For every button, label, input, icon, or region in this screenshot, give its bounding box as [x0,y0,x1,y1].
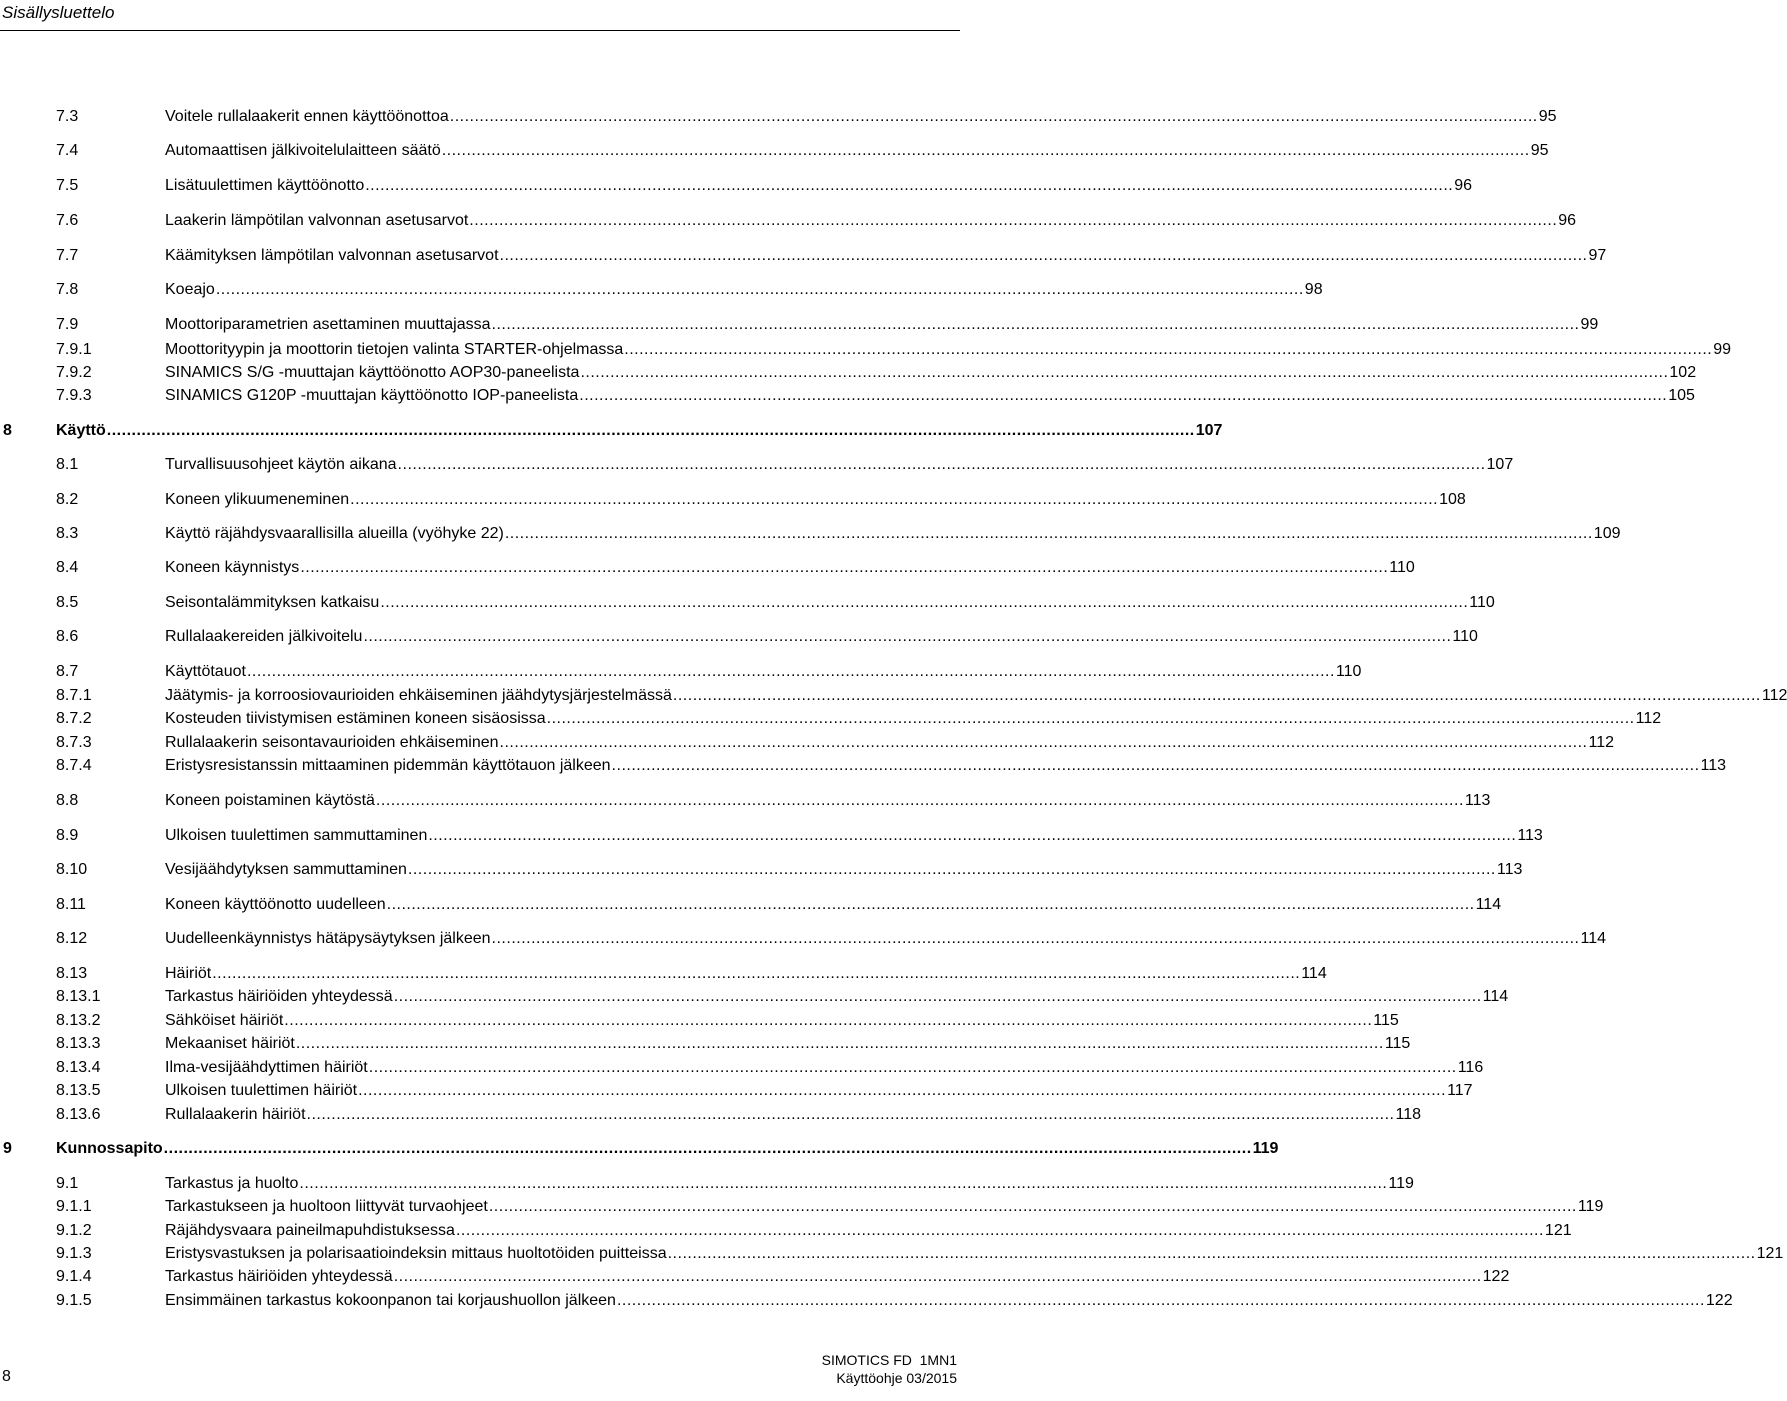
toc-entry[interactable] [0,1010,1399,1032]
toc-entry-page: 96 [1454,177,1472,194]
toc-entry-page: 113 [1700,757,1727,774]
toc-entry-page: 112 [1635,710,1662,727]
toc-dot-leader: ............................................................................................................................................................................................................................ [611,757,1700,774]
toc-entry-number: 7.5 [56,177,79,194]
toc-entry-page: 119 [1577,1198,1604,1215]
toc-entry-title: SINAMICS G120P -muuttajan käyttöönotto IOP-paneelista [165,387,579,404]
toc-entry-page: 115 [1373,1012,1399,1029]
toc-dot-leader: ............................................................................................................................................................................................................................ [546,710,1635,727]
toc-dot-leader: ............................................................................................................................................................................................................................ [393,988,1482,1005]
toc-entry-number: 8.10 [56,861,88,878]
toc-entry[interactable] [0,1290,1733,1312]
toc-entry-title: Koneen käyttöönotto uudelleen [165,896,386,913]
toc-entry-page: 102 [1669,364,1697,381]
toc-entry-number: 7.6 [56,212,79,229]
toc-entry-title: Tarkastus häiriöiden yhteydessä [165,1268,393,1285]
toc-dot-leader: ............................................................................................................................................................................................................................ [393,1268,1482,1285]
toc-dot-leader: ............................................................................................................................................................................................................................ [672,687,1761,704]
toc-entry[interactable] [0,708,1662,730]
toc-entry-page: 110 [1335,663,1362,680]
toc-entry-number: 7.4 [56,142,79,159]
toc-entry-page: 109 [1593,525,1621,542]
toc-entry-number: 8.3 [56,525,79,542]
toc-entry-number: 8.13.5 [56,1082,101,1099]
toc-chapter-entry[interactable] [0,420,1223,442]
toc-entry-page: 105 [1668,387,1695,404]
footer-product: SIMOTICS FD 1MN1 [821,1352,957,1368]
toc-entry-title: Tarkastus häiriöiden yhteydessä [165,988,393,1005]
footer-document-info [822,1351,957,1387]
toc-entry-page: 122 [1705,1292,1733,1309]
toc-entry-number: 8.13 [56,965,88,982]
toc-entry-number: 7.3 [56,108,79,125]
toc-dot-leader: ............................................................................................................................................................................................................................ [212,965,1301,982]
toc-entry-title: Ensimmäinen tarkastus kokoonpanon tai korjaushuollon jälkeen [165,1292,616,1309]
toc-entry-number: 9.1.4 [56,1268,92,1285]
toc-entry-page: 96 [1558,212,1577,229]
toc-entry-number: 7.8 [56,281,79,298]
toc-entry[interactable] [0,279,1323,301]
toc-entry-title: Seisontalämmityksen katkaisu [165,594,380,611]
toc-entry-number: 8.4 [56,559,79,576]
toc-entry-number: 7.9.3 [56,387,92,404]
page-header-title: Sisällysluettelo [2,3,115,22]
toc-dot-leader: ............................................................................................................................................................................................................................ [306,1106,1395,1123]
toc-entry-title: Koneen käynnistys [165,559,300,576]
toc-entry-title: Automaattisen jälkivoitelulaitteen säätö [165,142,441,159]
toc-entry-title: Käämityksen lämpötilan valvonnan asetusarvot [165,247,499,264]
toc-entry[interactable] [0,175,1472,197]
toc-entry-title: Koneen poistaminen käytöstä [165,792,375,809]
toc-entry[interactable] [0,928,1607,950]
toc-entry-page: 110 [1452,628,1478,645]
toc-entry-number: 8.7.2 [56,710,92,727]
toc-dot-leader: ............................................................................................................................................................................................................................ [246,663,1335,680]
toc-entry-number: 7.9.2 [56,364,92,381]
toc-entry-number: 8.7.1 [56,687,92,704]
toc-entry[interactable] [0,1033,1411,1055]
toc-dot-leader: ............................................................................................................................................................................................................................ [380,594,1469,611]
toc-entry-title: Ilma-vesijäähdyttimen häiriöt [165,1059,368,1076]
toc-entry-number: 8.7.4 [56,757,92,774]
toc-dot-leader: ............................................................................................................................................................................................................................ [163,1140,1252,1157]
toc-entry-number: 7.9.1 [56,341,92,358]
toc-entry-page: 99 [1580,316,1599,333]
toc-entry-title: Rullalaakerin häiriöt [165,1106,306,1123]
toc-entry[interactable] [0,210,1577,232]
toc-entry-number: 8.13.6 [56,1106,101,1123]
toc-entry-number: 8.7.3 [56,734,92,751]
toc-entry-title: Moottorityypin ja moottorin tietojen valinta STARTER-ohjelmassa [165,341,624,358]
toc-entry-title: Käyttö räjähdysvaarallisilla alueilla (vyöhyke 22) [165,525,504,542]
toc-entry[interactable] [0,1196,1604,1218]
toc-entry-number: 8.13.4 [56,1059,101,1076]
toc-dot-leader: ............................................................................................................................................................................................................................ [295,1035,1384,1052]
toc-entry-number: 8.13.2 [56,1012,101,1029]
toc-dot-leader: ............................................................................................................................................................................................................................ [488,1198,1577,1215]
toc-entry-page: 95 [1538,108,1557,125]
toc-entry-title: Kosteuden tiivistymisen estäminen koneen sisäosissa [165,710,546,727]
toc-entry-page: 95 [1530,142,1549,159]
toc-entry-page: 110 [1389,559,1415,576]
header-divider [0,30,960,31]
toc-entry-title: Häiriöt [165,965,212,982]
toc-dot-leader: ............................................................................................................................................................................................................................ [579,387,1668,404]
toc-dot-leader: ............................................................................................................................................................................................................................ [441,142,1530,159]
toc-entry[interactable] [0,859,1523,881]
toc-entry-number: 9.1 [56,1175,79,1192]
toc-entry-page: 119 [1388,1175,1414,1192]
toc-entry-page: 97 [1588,247,1607,264]
toc-entry-title: Turvallisuusohjeet käytön aikana [165,456,397,473]
toc-entry-number: 8.13.3 [56,1035,101,1052]
toc-entry-page: 117 [1447,1082,1473,1099]
toc-entry[interactable] [0,986,1509,1008]
toc-entry-page: 108 [1439,491,1466,508]
toc-entry-page: 107 [1195,422,1223,439]
toc-dot-leader: ............................................................................................................................................................................................................................ [365,177,1454,194]
toc-dot-leader: ............................................................................................................................................................................................................................ [397,456,1486,473]
toc-entry-title: Kunnossapito [56,1140,163,1157]
toc-entry[interactable] [0,626,1478,648]
toc-entry[interactable] [0,661,1362,683]
footer-page-number: 8 [2,1368,11,1385]
toc-entry[interactable] [0,1220,1572,1242]
toc-dot-leader: ............................................................................................................................................................................................................................ [407,861,1496,878]
toc-entry[interactable] [0,339,1732,361]
toc-entry-title: Koneen ylikuumeneminen [165,491,350,508]
toc-entry-page: 114 [1475,896,1502,913]
toc-dot-leader: ............................................................................................................................................................................................................................ [624,341,1713,358]
toc-dot-leader: ............................................................................................................................................................................................................................ [469,212,1558,229]
toc-entry-title: Eristysvastuksen ja polarisaatioindeksin mittaus huoltotöiden puitteissa [165,1245,667,1262]
footer-manual: Käyttöohje 03/2015 [836,1370,957,1386]
toc-dot-leader: ............................................................................................................................................................................................................................ [428,827,1517,844]
toc-entry[interactable] [0,1080,1473,1102]
toc-entry-number: 8.9 [56,827,79,844]
toc-entry-title: Jäätymis- ja korroosiovaurioiden ehkäiseminen jäähdytysjärjestelmässä [165,687,672,704]
toc-entry[interactable] [0,140,1549,162]
toc-entry-number: 8.8 [56,792,79,809]
toc-entry-page: 118 [1395,1106,1421,1123]
toc-entry-page: 113 [1517,827,1543,844]
toc-entry-page: 98 [1304,281,1323,298]
toc-entry-page: 114 [1482,988,1509,1005]
toc-entry[interactable] [0,362,1697,384]
toc-entry-number: 9.1.5 [56,1292,92,1309]
toc-entry[interactable] [0,1104,1421,1126]
toc-entry[interactable] [0,592,1495,614]
toc-entry-title: Laakerin lämpötilan valvonnan asetusarvot [165,212,469,229]
toc-entry[interactable] [0,894,1502,916]
toc-dot-leader: ............................................................................................................................................................................................................................ [449,108,1538,125]
toc-entry[interactable] [0,385,1695,407]
toc-entry-number: 8 [3,422,12,439]
toc-entry[interactable] [0,790,1491,812]
toc-entry[interactable] [0,314,1599,336]
toc-entry-title: Rullalaakereiden jälkivoitelu [165,628,363,645]
toc-entry-page: 115 [1384,1035,1411,1052]
toc-dot-leader: ............................................................................................................................................................................................................................ [375,792,1464,809]
toc-entry-page: 113 [1464,792,1491,809]
toc-entry-number: 8.7 [56,663,79,680]
toc-entry-page: 113 [1496,861,1523,878]
toc-entry-title: Käyttö [56,422,106,439]
toc-dot-leader: ............................................................................................................................................................................................................................ [580,364,1669,381]
toc-entry-title: Moottoriparametrien asettaminen muuttajassa [165,316,491,333]
toc-dot-leader: ............................................................................................................................................................................................................................ [455,1222,1544,1239]
toc-entry-title: Voitele rullalaakerit ennen käyttöönottoa [165,108,449,125]
toc-dot-leader: ............................................................................................................................................................................................................................ [499,734,1588,751]
toc-entry-title: Tarkastukseen ja huoltoon liittyvät turvaohjeet [165,1198,488,1215]
toc-dot-leader: ............................................................................................................................................................................................................................ [106,422,1195,439]
toc-entry-number: 7.9 [56,316,79,333]
toc-entry-number: 8.2 [56,491,79,508]
toc-entry[interactable] [0,755,1727,777]
toc-entry-number: 9.1.1 [56,1198,92,1215]
toc-entry-title: Mekaaniset häiriöt [165,1035,295,1052]
toc-entry-title: Ulkoisen tuulettimen sammuttaminen [165,827,428,844]
toc-entry-page: 114 [1301,965,1327,982]
toc-entry-title: Vesijäähdytyksen sammuttaminen [165,861,407,878]
toc-entry[interactable] [0,106,1557,128]
toc-entry-page: 121 [1544,1222,1572,1239]
toc-dot-leader: ............................................................................................................................................................................................................................ [215,281,1304,298]
toc-chapter-entry[interactable] [0,1138,1279,1160]
toc-entry[interactable] [0,523,1621,545]
toc-entry-number: 9.1.3 [56,1245,92,1262]
toc-entry-number: 8.6 [56,628,79,645]
toc-entry-title: Ulkoisen tuulettimen häiriöt [165,1082,358,1099]
toc-entry-number: 7.7 [56,247,79,264]
toc-entry-title: Rullalaakerin seisontavaurioiden ehkäiseminen [165,734,499,751]
toc-dot-leader: ............................................................................................................................................................................................................................ [363,628,1452,645]
toc-entry-number: 8.13.1 [56,988,101,1005]
toc-entry-page: 119 [1252,1140,1279,1157]
toc-entry-number: 8.1 [56,456,79,473]
toc-entry[interactable] [0,1173,1414,1195]
toc-entry-title: Räjähdysvaara paineilmapuhdistuksessa [165,1222,455,1239]
toc-entry-number: 8.11 [56,896,86,913]
toc-entry-page: 99 [1713,341,1732,358]
toc-entry-page: 110 [1469,594,1495,611]
toc-entry[interactable] [0,489,1466,511]
toc-dot-leader: ............................................................................................................................................................................................................................ [300,559,1389,576]
toc-entry[interactable] [0,454,1514,476]
toc-entry-number: 8.12 [56,930,88,947]
toc-entry-title: Käyttötauot [165,663,246,680]
toc-dot-leader: ............................................................................................................................................................................................................................ [667,1245,1756,1262]
toc-entry-page: 122 [1482,1268,1510,1285]
toc-entry-page: 112 [1761,687,1787,704]
toc-dot-leader: ............................................................................................................................................................................................................................ [491,930,1580,947]
toc-entry[interactable] [0,557,1415,579]
toc-entry-page: 114 [1580,930,1607,947]
toc-entry-number: 9 [3,1140,12,1157]
toc-entry[interactable] [0,1266,1510,1288]
toc-entry-number: 8.5 [56,594,79,611]
toc-entry[interactable] [0,685,1787,707]
toc-entry-title: Sähköiset häiriöt [165,1012,284,1029]
toc-dot-leader: ............................................................................................................................................................................................................................ [386,896,1475,913]
toc-entry-page: 121 [1756,1245,1784,1262]
toc-entry-title: Tarkastus ja huolto [165,1175,299,1192]
toc-entry[interactable] [0,1057,1484,1079]
toc-dot-leader: ............................................................................................................................................................................................................................ [368,1059,1457,1076]
toc-entry[interactable] [0,963,1327,985]
toc-entry[interactable] [0,825,1543,847]
toc-entry-title: Koeajo [165,281,215,298]
toc-dot-leader: ............................................................................................................................................................................................................................ [491,316,1580,333]
toc-entry-title: Uudelleenkäynnistys hätäpysäytyksen jälkeen [165,930,491,947]
toc-entry-page: 116 [1457,1059,1484,1076]
toc-dot-leader: ............................................................................................................................................................................................................................ [358,1082,1447,1099]
toc-entry-title: Lisätuulettimen käyttöönotto [165,177,365,194]
toc-entry[interactable] [0,245,1607,267]
toc-entry[interactable] [0,1243,1784,1265]
toc-entry-page: 107 [1486,456,1514,473]
toc-entry-number: 9.1.2 [56,1222,92,1239]
toc-entry[interactable] [0,732,1615,754]
toc-dot-leader: ............................................................................................................................................................................................................................ [504,525,1593,542]
toc-dot-leader: ............................................................................................................................................................................................................................ [284,1012,1373,1029]
toc-dot-leader: ............................................................................................................................................................................................................................ [299,1175,1388,1192]
toc-dot-leader: ............................................................................................................................................................................................................................ [616,1292,1705,1309]
toc-entry-title: Eristysresistanssin mittaaminen pidemmän käyttötauon jälkeen [165,757,611,774]
toc-dot-leader: ............................................................................................................................................................................................................................ [350,491,1439,508]
toc-entry-title: SINAMICS S/G -muuttajan käyttöönotto AOP30-paneelista [165,364,580,381]
toc-entry-page: 112 [1588,734,1615,751]
toc-dot-leader: ............................................................................................................................................................................................................................ [499,247,1588,264]
